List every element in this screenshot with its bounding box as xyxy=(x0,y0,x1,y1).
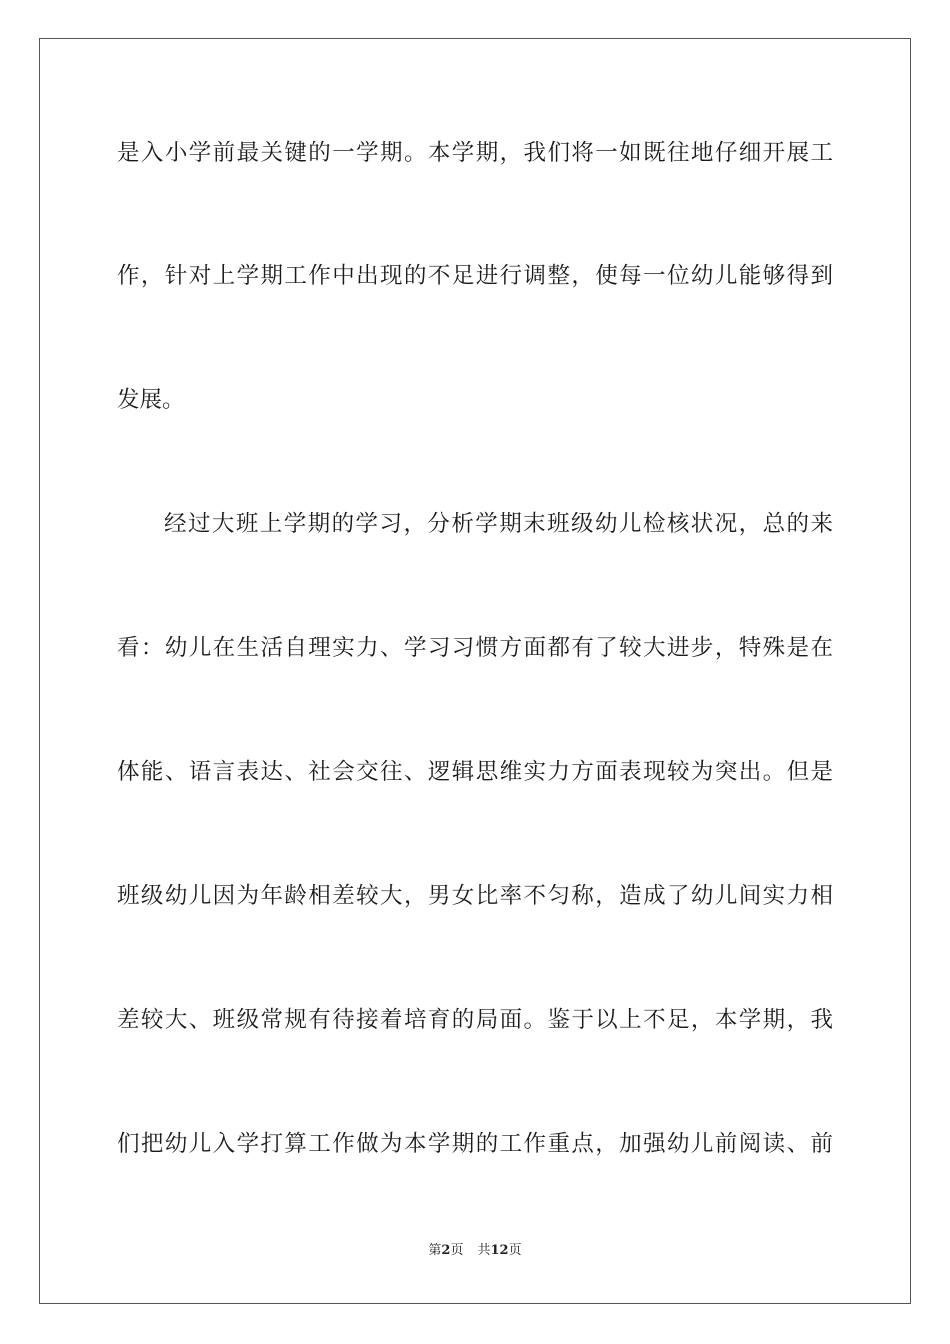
page-suffix: 页 xyxy=(450,1243,464,1258)
total-suffix: 页 xyxy=(508,1243,522,1258)
text-line: 体能、语言表达、社会交往、逻辑思维实力方面表现较为突出。但是 xyxy=(117,759,833,785)
page-footer xyxy=(0,1243,950,1259)
total-pages: 12 xyxy=(490,1243,509,1258)
page-prefix: 第 xyxy=(428,1243,442,1258)
text-line: 发展。 xyxy=(117,387,185,413)
text-line: 差较大、班级常规有待接着培育的局面。鉴于以上不足，本学期，我 xyxy=(117,1007,833,1033)
text-line: 看：幼儿在生活自理实力、学习习惯方面都有了较大进步，特殊是在 xyxy=(117,635,833,661)
text-line: 们把幼儿入学打算工作做为本学期的工作重点，加强幼儿前阅读、前 xyxy=(117,1131,833,1157)
text-line: 是入小学前最关键的一学期。本学期，我们将一如既往地仔细开展工 xyxy=(117,140,833,166)
paragraph-first-line: 经过大班上学期的学习，分析学期末班级幼儿检核状况，总的来 xyxy=(164,511,833,537)
page-border xyxy=(39,38,911,1304)
text-line: 班级幼儿因为年龄相差较大，男女比率不匀称，造成了幼儿间实力相 xyxy=(117,883,833,909)
text-line: 作，针对上学期工作中出现的不足进行调整，使每一位幼儿能够得到 xyxy=(117,263,833,289)
total-prefix: 共 xyxy=(477,1243,491,1258)
page-number: 2 xyxy=(441,1243,451,1258)
